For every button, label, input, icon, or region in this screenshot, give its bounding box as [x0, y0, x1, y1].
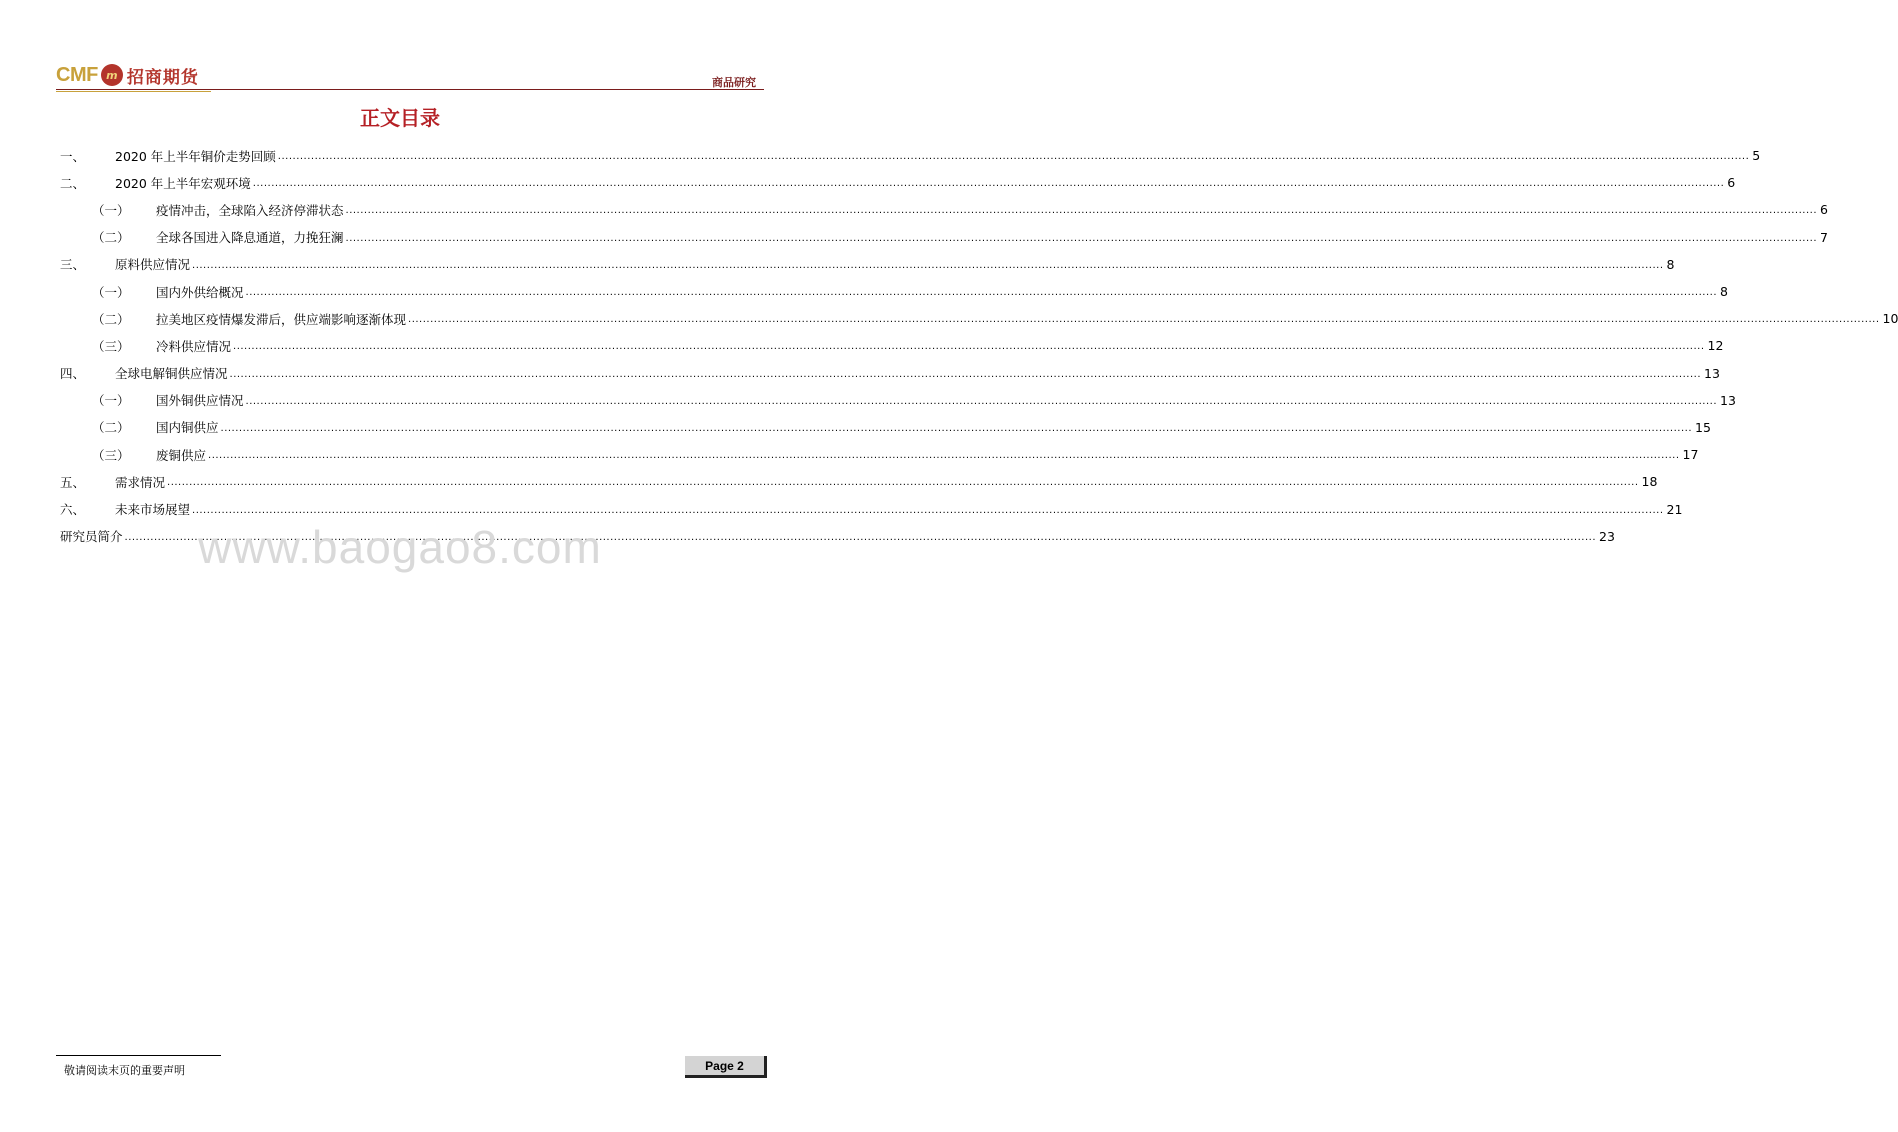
toc-entry[interactable]: [60, 387, 1736, 414]
toc-entry-title: 冷料供应情况: [156, 338, 232, 354]
toc-entry-title: 拉美地区疫情爆发滞后，供应端影响逐渐体现: [156, 311, 407, 327]
toc-entry-page-number: 7: [1820, 229, 1828, 245]
toc-entry-page-number: 5: [1752, 148, 1761, 164]
toc-entry-page-number: 23: [1599, 528, 1615, 544]
toc-entry-body: [115, 255, 1675, 273]
toc-entry[interactable]: [60, 332, 1724, 359]
toc-entry[interactable]: [60, 196, 1828, 223]
footer-divider: [56, 1055, 221, 1056]
toc-entry-page-number: 15: [1695, 419, 1711, 435]
toc-entry-title: 研究员简介: [60, 529, 123, 545]
toc-entry-title: 国内铜供应: [156, 420, 219, 436]
toc-entry-page-number: 21: [1666, 501, 1683, 517]
toc-entry[interactable]: [60, 495, 1683, 522]
toc-entry[interactable]: [60, 414, 1711, 441]
toc-entry[interactable]: [60, 305, 1898, 332]
section-label: 商品研究: [712, 76, 756, 89]
toc-dot-leader: ................................................................................................................................................................................................................................................................................................................................................................................................................: [245, 395, 1717, 407]
logo-badge-icon: m: [101, 64, 123, 86]
page-number-box: Page 2: [685, 1056, 767, 1078]
toc-entry[interactable]: [60, 278, 1728, 305]
toc-dot-leader: ................................................................................................................................................................................................................................................................................................................................................................................................................: [345, 205, 1817, 217]
toc-entry-number: （三）: [92, 338, 130, 354]
toc-dot-leader: ................................................................................................................................................................................................................................................................................................................................................................................................................: [229, 368, 1701, 380]
toc-entry-body: [156, 310, 1898, 328]
toc-entry-body: [156, 418, 1711, 436]
toc-dot-leader: ................................................................................................................................................................................................................................................................................................................................................................................................................: [277, 151, 1750, 163]
toc-dot-leader: ................................................................................................................................................................................................................................................................................................................................................................................................................: [208, 450, 1680, 462]
toc-entry-title: 原料供应情况: [115, 257, 191, 273]
logo-latin: CMF: [56, 63, 98, 86]
toc-entry-page-number: 12: [1707, 338, 1724, 354]
toc-dot-leader: ................................................................................................................................................................................................................................................................................................................................................................................................................: [192, 259, 1664, 271]
toc-entry-title: 2020 年上半年铜价走势回顾: [115, 148, 276, 164]
toc-entry-body: [156, 201, 1828, 219]
toc-entry-body: [156, 228, 1828, 246]
toc-entry[interactable]: [60, 169, 1736, 196]
toc-entry-page-number: 17: [1682, 447, 1699, 463]
table-of-contents: [60, 142, 1898, 550]
toc-entry-number: （一）: [92, 393, 130, 409]
toc-entry-number: （一）: [92, 284, 130, 300]
toc-entry-title: 疫情冲击，全球陷入经济停滞状态: [156, 202, 344, 218]
toc-dot-leader: ................................................................................................................................................................................................................................................................................................................................................................................................................: [252, 178, 1725, 190]
toc-entry-number: 五、: [60, 474, 86, 490]
page-header: [56, 60, 764, 94]
footer-disclaimer-note: 敬请阅读末页的重要声明: [64, 1064, 185, 1077]
toc-entry-title: 全球各国进入降息通道，力挽狂澜: [156, 230, 344, 246]
toc-entry-body: [156, 446, 1699, 464]
watermark: www.baogao8.com: [198, 521, 602, 573]
toc-entry-number: （一）: [92, 202, 130, 218]
toc-entry-title: 国内外供给概况: [156, 284, 244, 300]
toc-dot-leader: ................................................................................................................................................................................................................................................................................................................................................................................................................: [192, 504, 1664, 516]
toc-entry[interactable]: [60, 360, 1720, 387]
toc-entry-page-number: 10: [1882, 311, 1898, 327]
toc-dot-leader: ................................................................................................................................................................................................................................................................................................................................................................................................................: [233, 341, 1705, 353]
toc-entry-body: [156, 283, 1728, 301]
toc-entry-title: 全球电解铜供应情况: [115, 366, 228, 382]
toc-entry-body: [115, 174, 1736, 192]
toc-entry-body: [115, 147, 1761, 165]
header-divider: [56, 89, 764, 90]
toc-entry-number: 一、: [60, 148, 86, 164]
toc-entry-page-number: 8: [1666, 256, 1675, 272]
toc-entry-page-number: 18: [1641, 474, 1658, 490]
toc-entry-body: [115, 364, 1720, 382]
toc-entry-number: 三、: [60, 257, 86, 273]
logo-chinese-name: 招商期货: [126, 67, 199, 88]
toc-entry-number: 六、: [60, 502, 86, 518]
toc-entry[interactable]: [60, 251, 1675, 278]
toc-entry-body: [115, 473, 1658, 491]
toc-entry-number: （二）: [92, 230, 130, 246]
toc-dot-leader: ................................................................................................................................................................................................................................................................................................................................................................................................................: [245, 287, 1717, 299]
toc-entry-number: 四、: [60, 366, 86, 382]
toc-entry-body: [156, 337, 1724, 355]
toc-entry-number: （二）: [92, 311, 130, 327]
toc-dot-leader: ................................................................................................................................................................................................................................................................................................................................................................................................................: [220, 422, 1692, 434]
toc-entry-page-number: 6: [1820, 202, 1828, 218]
toc-entry-number: （二）: [92, 420, 130, 436]
toc-entry-page-number: 13: [1720, 392, 1736, 408]
toc-dot-leader: ................................................................................................................................................................................................................................................................................................................................................................................................................: [167, 477, 1639, 489]
toc-dot-leader: ................................................................................................................................................................................................................................................................................................................................................................................................................: [408, 314, 1880, 326]
toc-entry-title: 未来市场展望: [115, 502, 191, 518]
toc-dot-leader: ................................................................................................................................................................................................................................................................................................................................................................................................................: [345, 232, 1817, 244]
toc-entry[interactable]: [60, 142, 1761, 169]
toc-dot-leader: ................................................................................................................................................................................................................................................................................................................................................................................................................: [124, 531, 1596, 543]
toc-entry-title: 需求情况: [115, 474, 166, 490]
cmf-logo: [56, 60, 199, 90]
toc-entry[interactable]: [60, 224, 1828, 251]
toc-entry[interactable]: [60, 468, 1658, 495]
toc-entry-body: [156, 391, 1736, 409]
toc-entry-body: [115, 500, 1683, 518]
toc-entry-page-number: 13: [1704, 365, 1720, 381]
toc-entry-page-number: 6: [1727, 175, 1736, 191]
toc-entry-title: 国外铜供应情况: [156, 393, 244, 409]
toc-entry-number: （三）: [92, 447, 130, 463]
header-divider-accent: [56, 91, 211, 92]
toc-entry[interactable]: [60, 441, 1699, 468]
toc-entry-page-number: 8: [1720, 284, 1728, 300]
toc-entry-title: 2020 年上半年宏观环境: [115, 175, 251, 191]
toc-entry-title: 废铜供应: [156, 447, 207, 463]
toc-entry-number: 二、: [60, 175, 86, 191]
page-title: 正文目录: [360, 106, 440, 130]
